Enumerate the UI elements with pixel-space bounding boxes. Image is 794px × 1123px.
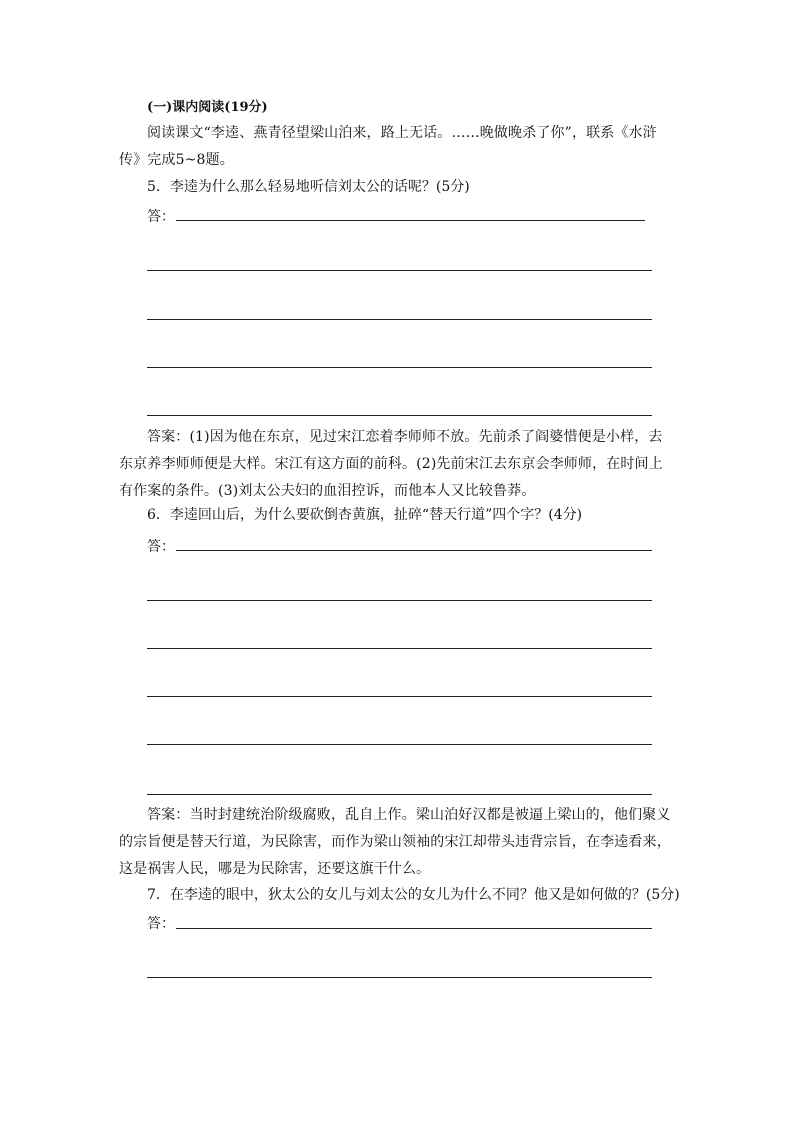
answer-text: 答案：(1)因为他在东京，见过宋江恋着李师师不放。先前杀了阎婆惜便是小样，去东京养李师师便是大样。宋江有这方面的前科。(2)先前宋江去东京会李师师，在时间上有作案的条件。(3)刘太公夫妇的血泪控诉，而他本人又比较鲁莽。 <box>119 429 663 499</box>
question-number: 5． <box>147 179 170 195</box>
question-text: 在李逵的眼中，狄太公的女儿与刘太公的女儿为什么不同？他又是如何做的？(5分) <box>169 887 680 903</box>
answer-line[interactable] <box>147 744 652 745</box>
answer-line[interactable] <box>176 550 652 551</box>
question-number: 6． <box>147 507 170 523</box>
question-text: 李逵回山后，为什么要砍倒杏黄旗，扯碎“替天行道”四个字？(4分) <box>169 507 583 523</box>
section-intro: 阅读课文“李逵、燕青径望梁山泊来，路上无话。……晚做晚杀了你”，联系《水浒传》完成5~8题。 <box>119 125 657 168</box>
answer-line[interactable] <box>147 270 652 271</box>
answer-line[interactable] <box>176 928 652 929</box>
question-7 <box>147 882 703 909</box>
answer-text: 答案：当时封建统治阶级腐败，乱自上作。梁山泊好汉都是被逼上梁山的，他们聚义的宗旨便是替天行道，为民除害，而作为梁山领袖的宋江却带头违背宗旨，在李逵看来，这是祸害人民，哪是为民除害，还要这旗干什么。 <box>119 807 671 877</box>
answer-line[interactable] <box>147 696 652 697</box>
question-number: 7． <box>147 887 170 903</box>
section-heading: (一)课内阅读(19分) <box>147 100 268 115</box>
question-text: 李逵为什么那么轻易地听信刘太公的话呢？(5分) <box>169 179 470 195</box>
answer-label: 答： <box>147 209 175 225</box>
answer-line[interactable] <box>147 600 652 601</box>
answer-line[interactable] <box>176 220 645 221</box>
answer-label: 答： <box>147 539 175 555</box>
question-5 <box>147 174 703 201</box>
answer-line[interactable] <box>147 977 652 978</box>
answer-line[interactable] <box>147 367 652 368</box>
answer-label: 答： <box>147 916 175 932</box>
answer-line[interactable] <box>147 415 652 416</box>
answer-line[interactable] <box>147 794 652 795</box>
answer-line[interactable] <box>147 319 652 320</box>
question-6 <box>147 502 703 529</box>
answer-line[interactable] <box>147 648 652 649</box>
